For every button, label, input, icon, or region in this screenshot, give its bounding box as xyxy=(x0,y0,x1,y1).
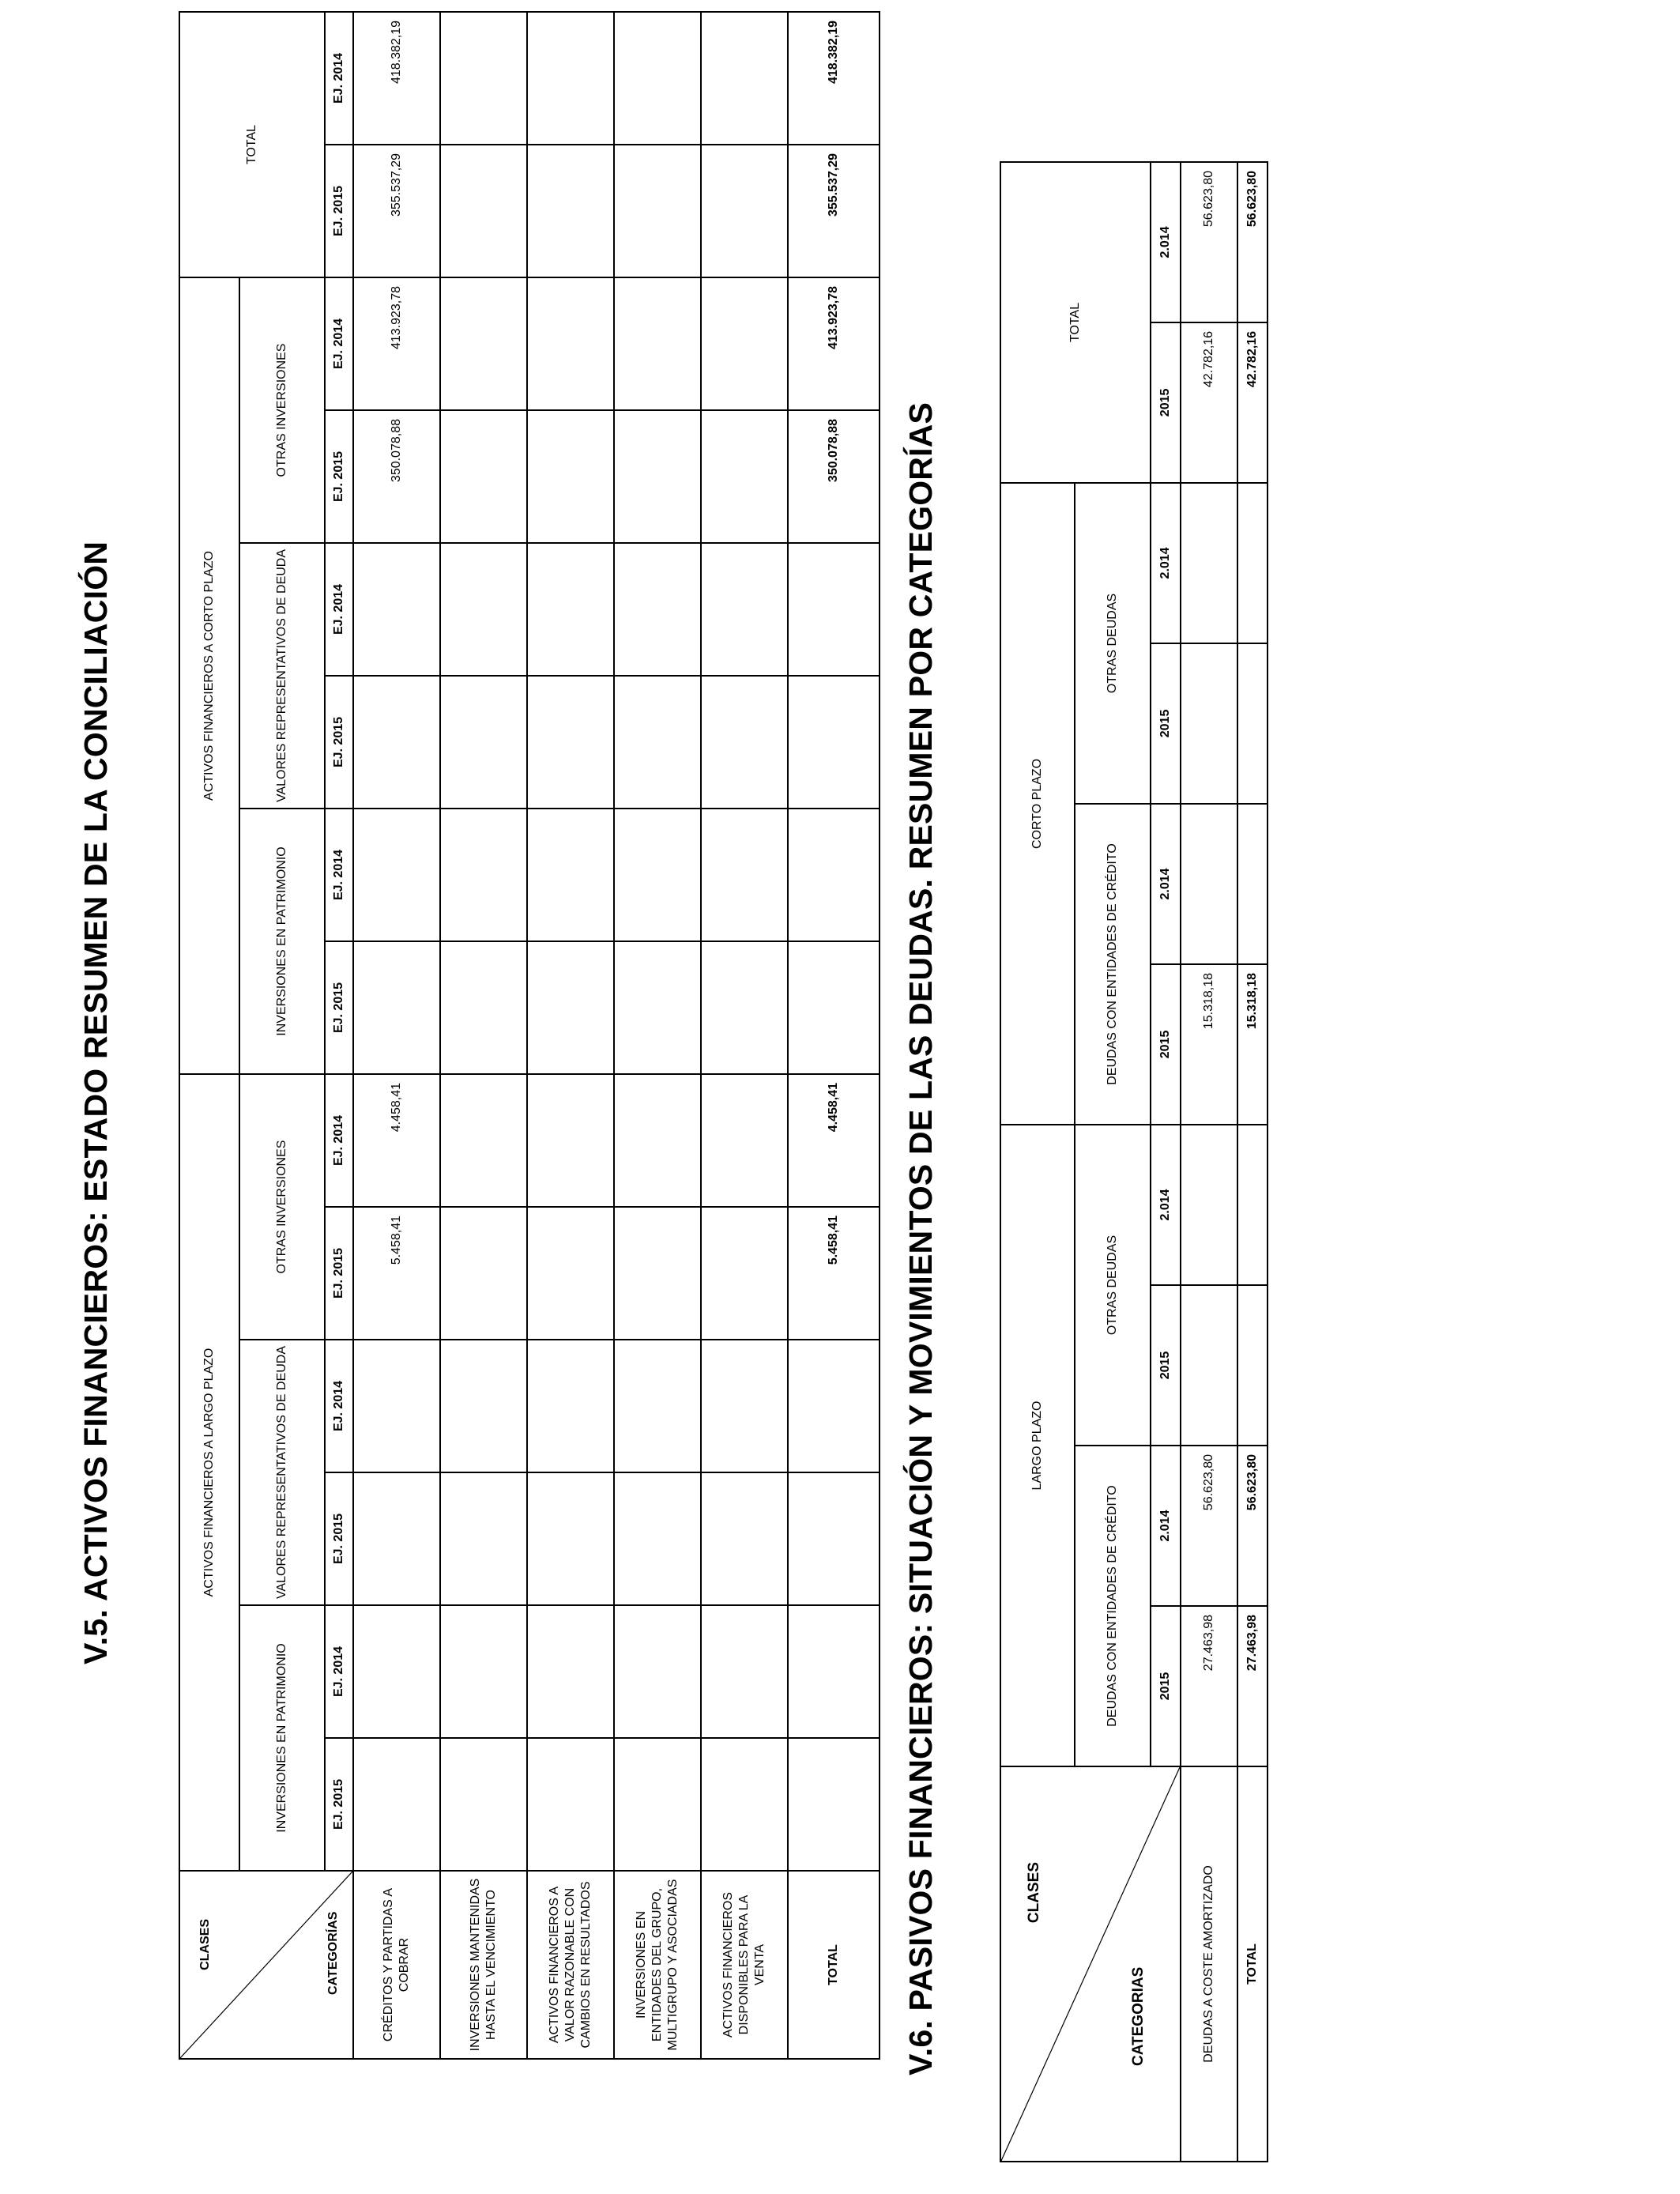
v5-cell xyxy=(440,1472,527,1605)
v5-cell xyxy=(614,1605,701,1738)
v5-cell xyxy=(440,277,527,410)
v5-total-cell xyxy=(788,1340,880,1472)
v5-total-cell xyxy=(788,1472,880,1605)
v5-cell xyxy=(440,676,527,809)
v6-cell xyxy=(1181,1285,1237,1446)
v5-cell xyxy=(701,277,788,410)
v5-total-cell xyxy=(788,676,880,809)
v6-year-2015: 2015 xyxy=(1151,1285,1181,1446)
v6-total-cell: 56.623,80 xyxy=(1237,162,1268,322)
v5-total-cell xyxy=(788,1738,880,1871)
v6-year-2015: 2015 xyxy=(1151,964,1181,1125)
v5-cell xyxy=(527,1340,614,1472)
v5-cell xyxy=(701,1074,788,1207)
v5-cell xyxy=(701,1472,788,1605)
v5-year-2015: EJ. 2015 xyxy=(325,1738,353,1871)
v6-total-cell: 42.782,16 xyxy=(1237,322,1268,483)
v5-cell xyxy=(527,145,614,277)
v5-cell xyxy=(527,1074,614,1207)
v5-total-cell: 413.923,78 xyxy=(788,277,880,410)
v5-cell: 4.458,41 xyxy=(353,1074,440,1207)
v5-cell xyxy=(527,941,614,1074)
v5-group-largo: ACTIVOS FINANCIEROS A LARGO PLAZO xyxy=(179,1074,239,1871)
v5-cell xyxy=(353,1340,440,1472)
v5-cell xyxy=(614,410,701,543)
v5-cell xyxy=(527,543,614,676)
v5-row-label: CRÉDITOS Y PARTIDAS A COBRAR xyxy=(353,1871,440,2059)
v5-cell xyxy=(527,12,614,145)
v5-cell xyxy=(701,145,788,277)
v5-year-2015: EJ. 2015 xyxy=(325,1472,353,1605)
v5-cell xyxy=(614,1472,701,1605)
v5-row-label: ACTIVOS FINANCIEROS A VALOR RAZONABLE CON CAMBIOS EN RESULTADOS xyxy=(527,1871,614,2059)
v6-total-cell: 56.623,80 xyxy=(1237,1446,1268,1606)
v5-cell xyxy=(614,12,701,145)
v5-total-cell xyxy=(788,1605,880,1738)
v5-cell xyxy=(701,1340,788,1472)
table-row xyxy=(353,12,440,2059)
v5-cell xyxy=(440,809,527,941)
v5-total-cell xyxy=(788,941,880,1074)
v5-cell xyxy=(614,809,701,941)
v5-sub-otras-cp: OTRAS INVERSIONES xyxy=(239,277,325,543)
v6-cell xyxy=(1181,804,1237,964)
v5-cell xyxy=(614,1738,701,1871)
v5-cell xyxy=(440,1207,527,1340)
v5-clases-label: CLASES xyxy=(198,1919,212,1970)
v6-year-2014: 2.014 xyxy=(1151,483,1181,643)
v5-total-cell: 4.458,41 xyxy=(788,1074,880,1207)
v5-total-cell xyxy=(788,543,880,676)
v5-year-2014: EJ. 2014 xyxy=(325,1605,353,1738)
v5-sub-valores-lp: VALORES REPRESENTATIVOS DE DEUDA xyxy=(239,1340,325,1605)
v6-cell: 56.623,80 xyxy=(1181,162,1237,322)
v5-cell xyxy=(614,145,701,277)
v5-row-label: INVERSIONES MANTENIDAS HASTA EL VENCIMIENTO xyxy=(440,1871,527,2059)
v6-total-cell xyxy=(1237,643,1268,804)
v6-cell: 15.318,18 xyxy=(1181,964,1237,1125)
v5-cell xyxy=(701,676,788,809)
v5-cell xyxy=(527,1207,614,1340)
v5-total-cell xyxy=(788,809,880,941)
v5-year-2015: EJ. 2015 xyxy=(325,941,353,1074)
v5-cell xyxy=(353,941,440,1074)
v5-cell xyxy=(701,1605,788,1738)
v5-cell xyxy=(701,12,788,145)
v5-year-2014: EJ. 2014 xyxy=(325,1340,353,1472)
v5-cell xyxy=(353,676,440,809)
v6-table xyxy=(1000,161,1268,2162)
v5-sub-patrimonio-cp: INVERSIONES EN PATRIMONIO xyxy=(239,809,325,1074)
v5-row-label: ACTIVOS FINANCIEROS DISPONIBLES PARA LA VENTA xyxy=(701,1871,788,2059)
v6-year-2014: 2.014 xyxy=(1151,162,1181,322)
v6-total-cell xyxy=(1237,483,1268,643)
v5-cell xyxy=(440,543,527,676)
v6-total-row xyxy=(1237,162,1268,2162)
v5-cell xyxy=(440,145,527,277)
v5-sub-otras-lp: OTRAS INVERSIONES xyxy=(239,1074,325,1340)
v5-sub-valores-cp: VALORES REPRESENTATIVOS DE DEUDA xyxy=(239,543,325,809)
v6-sub-otras-lp: OTRAS DEUDAS xyxy=(1075,1125,1151,1446)
v5-cell xyxy=(614,1207,701,1340)
v6-year-2015: 2015 xyxy=(1151,643,1181,804)
v5-total-cell: 350.078,88 xyxy=(788,410,880,543)
v5-year-2014: EJ. 2014 xyxy=(325,543,353,676)
v5-cell xyxy=(440,1738,527,1871)
v6-cell xyxy=(1181,1125,1237,1285)
v5-cell: 350.078,88 xyxy=(353,410,440,543)
v6-year-2014: 2.014 xyxy=(1151,804,1181,964)
v6-total-row-label: TOTAL xyxy=(1237,1766,1268,2162)
v5-cell xyxy=(614,277,701,410)
table-row xyxy=(527,12,614,2059)
v5-cell xyxy=(440,12,527,145)
v6-sub-credito-lp: DEUDAS CON ENTIDADES DE CRÉDITO xyxy=(1075,1446,1151,1766)
v5-cell: 418.382,19 xyxy=(353,12,440,145)
v5-cell xyxy=(440,1340,527,1472)
v5-cell xyxy=(701,543,788,676)
v6-total-header: TOTAL xyxy=(1000,162,1151,483)
v5-total-row-label: TOTAL xyxy=(788,1871,880,2059)
v6-sub-credito-cp: DEUDAS CON ENTIDADES DE CRÉDITO xyxy=(1075,804,1151,1125)
v5-cell xyxy=(527,1738,614,1871)
v6-year-2014: 2.014 xyxy=(1151,1446,1181,1606)
v6-categorias-label: CATEGORIAS xyxy=(1130,1966,1147,2066)
v5-total-header: TOTAL xyxy=(179,12,325,277)
v5-total-cell: 418.382,19 xyxy=(788,12,880,145)
v6-total-cell xyxy=(1237,1285,1268,1446)
v5-categorias-label: CATEGORÍAS xyxy=(326,1911,340,1995)
v5-header-corner xyxy=(179,1871,353,2059)
v5-table xyxy=(179,11,880,2060)
v6-cell: 27.463,98 xyxy=(1181,1606,1237,1766)
v5-year-2015: EJ. 2015 xyxy=(325,1207,353,1340)
v5-year-2015: EJ. 2015 xyxy=(325,145,353,277)
v5-cell xyxy=(353,809,440,941)
v5-cell xyxy=(701,941,788,1074)
v5-cell xyxy=(614,1074,701,1207)
v5-cell xyxy=(440,941,527,1074)
v5-cell xyxy=(440,1074,527,1207)
v5-year-2015: EJ. 2015 xyxy=(325,410,353,543)
v6-title: V.6. PASIVOS FINANCIEROS: SITUACIÓN Y MOVIMIENTOS DE LAS DEUDAS. RESUMEN POR CATEGORÍAS xyxy=(902,401,939,2075)
v5-year-2015: EJ. 2015 xyxy=(325,676,353,809)
v6-year-2015: 2015 xyxy=(1151,322,1181,483)
v5-total-cell: 5.458,41 xyxy=(788,1207,880,1340)
v5-total-cell: 355.537,29 xyxy=(788,145,880,277)
v5-cell xyxy=(440,1605,527,1738)
v5-year-2014: EJ. 2014 xyxy=(325,277,353,410)
v6-year-2014: 2.014 xyxy=(1151,1125,1181,1285)
table-row xyxy=(701,12,788,2059)
v6-cell xyxy=(1181,483,1237,643)
v6-cell: 56.623,80 xyxy=(1181,1446,1237,1606)
v6-group-largo: LARGO PLAZO xyxy=(1000,1125,1075,1766)
table-row xyxy=(440,12,527,2059)
table-row xyxy=(614,12,701,2059)
v6-clases-label: CLASES xyxy=(1026,1862,1042,1924)
v5-cell xyxy=(353,1738,440,1871)
v5-cell xyxy=(527,809,614,941)
v5-cell xyxy=(353,543,440,676)
v6-sub-otras-cp: OTRAS DEUDAS xyxy=(1075,483,1151,804)
v5-cell xyxy=(701,1207,788,1340)
v5-cell: 413.923,78 xyxy=(353,277,440,410)
v5-year-2014: EJ. 2014 xyxy=(325,1074,353,1207)
v6-row-label: DEUDAS A COSTE AMORTIZADO xyxy=(1181,1766,1237,2162)
v5-cell xyxy=(701,1738,788,1871)
v5-group-corto: ACTIVOS FINANCIEROS A CORTO PLAZO xyxy=(179,277,239,1074)
v6-cell xyxy=(1181,643,1237,804)
v5-sub-patrimonio-lp: INVERSIONES EN PATRIMONIO xyxy=(239,1605,325,1871)
v5-cell xyxy=(527,277,614,410)
v5-cell xyxy=(614,676,701,809)
v6-total-cell: 27.463,98 xyxy=(1237,1606,1268,1766)
v5-total-row xyxy=(788,12,880,2059)
v5-cell xyxy=(353,1472,440,1605)
v6-header-corner xyxy=(1000,1766,1181,2162)
v5-cell xyxy=(527,676,614,809)
v6-total-cell xyxy=(1237,1125,1268,1285)
v6-year-2015: 2015 xyxy=(1151,1606,1181,1766)
v5-cell xyxy=(527,1605,614,1738)
v6-total-cell: 15.318,18 xyxy=(1237,964,1268,1125)
v5-cell: 355.537,29 xyxy=(353,145,440,277)
v5-year-2014: EJ. 2014 xyxy=(325,809,353,941)
v6-total-cell xyxy=(1237,804,1268,964)
v5-cell xyxy=(614,543,701,676)
v5-row-label: INVERSIONES EN ENTIDADES DEL GRUPO, MULTIGRUPO Y ASOCIADAS xyxy=(614,1871,701,2059)
v5-cell: 5.458,41 xyxy=(353,1207,440,1340)
v5-title: V.5. ACTIVOS FINANCIEROS: ESTADO RESUMEN DE LA CONCILIACIÓN xyxy=(77,541,114,1664)
v5-cell xyxy=(614,1340,701,1472)
v5-cell xyxy=(701,809,788,941)
v5-cell xyxy=(701,410,788,543)
v5-cell xyxy=(527,410,614,543)
v5-cell xyxy=(440,410,527,543)
v6-group-corto: CORTO PLAZO xyxy=(1000,483,1075,1125)
v5-year-2014: EJ. 2014 xyxy=(325,12,353,145)
table-row xyxy=(1181,162,1237,2162)
v6-cell: 42.782,16 xyxy=(1181,322,1237,483)
v5-cell xyxy=(353,1605,440,1738)
v5-cell xyxy=(527,1472,614,1605)
v5-cell xyxy=(614,941,701,1074)
